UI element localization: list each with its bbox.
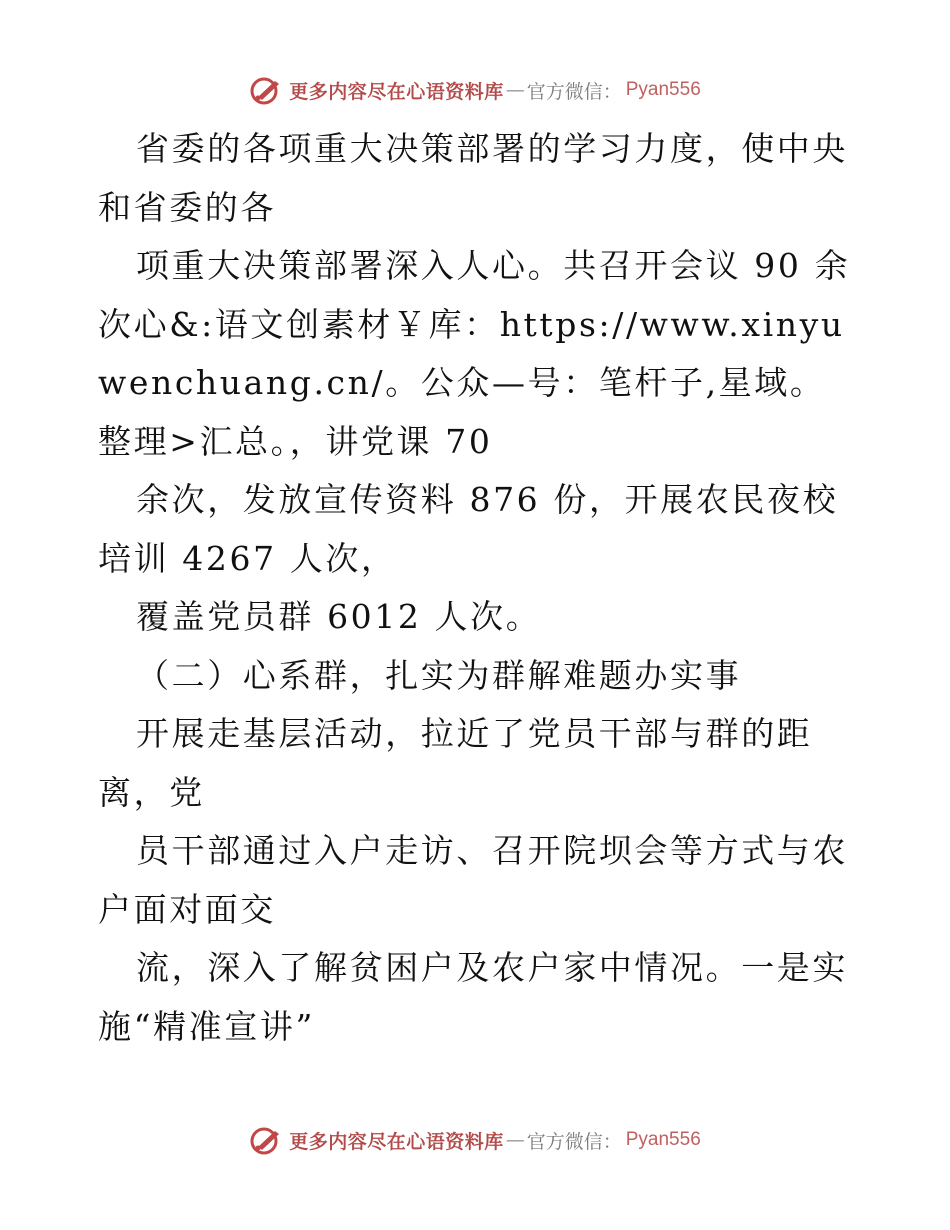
footer-watermark <box>0 1122 950 1158</box>
watermark-separator: — <box>505 1129 525 1151</box>
paragraph: 开展走基层活动，拉近了党员干部与群的距离，党 <box>98 714 813 812</box>
ink-brush-logo-icon <box>249 1125 285 1155</box>
paragraph: 省委的各项重大决策部署的学习力度，使中央和省委的各 <box>98 129 848 227</box>
paragraph: 流，深入了解贫困户及农户家中情况。一是实施“精准宣讲” <box>98 948 848 1046</box>
watermark-separator: — <box>505 79 525 101</box>
document-body <box>98 120 858 1056</box>
watermark-official-label: 官方微信： <box>526 1130 622 1153</box>
watermark-official-label: 官方微信： <box>526 80 622 103</box>
header-watermark <box>0 72 950 108</box>
paragraph: 余次，发放宣传资料 876 份，开展农民夜校培训 4267 人次， <box>98 480 839 578</box>
paragraph: 员干部通过入户走访、召开院坝会等方式与农户面对面交 <box>98 831 848 929</box>
watermark-main-text: 更多内容尽在心语资料库 <box>289 80 504 103</box>
watermark-wechat-id: Pyan556 <box>625 79 701 100</box>
watermark-wechat-id: Pyan556 <box>625 1129 701 1150</box>
watermark-main-text: 更多内容尽在心语资料库 <box>289 1130 504 1153</box>
section-heading: （二）心系群，扎实为群解难题办实事 <box>136 655 742 695</box>
ink-brush-logo-icon <box>249 75 285 105</box>
paragraph: 项重大决策部署深入人心。共召开会议 90 余次心&:语文创素材￥库：https://www.xinyuwenchuang.cn/。公众—号：笔杆子,星域。整理>汇总。，讲党课 70 <box>98 246 851 461</box>
paragraph: 覆盖党员群 6012 人次。 <box>136 597 542 636</box>
